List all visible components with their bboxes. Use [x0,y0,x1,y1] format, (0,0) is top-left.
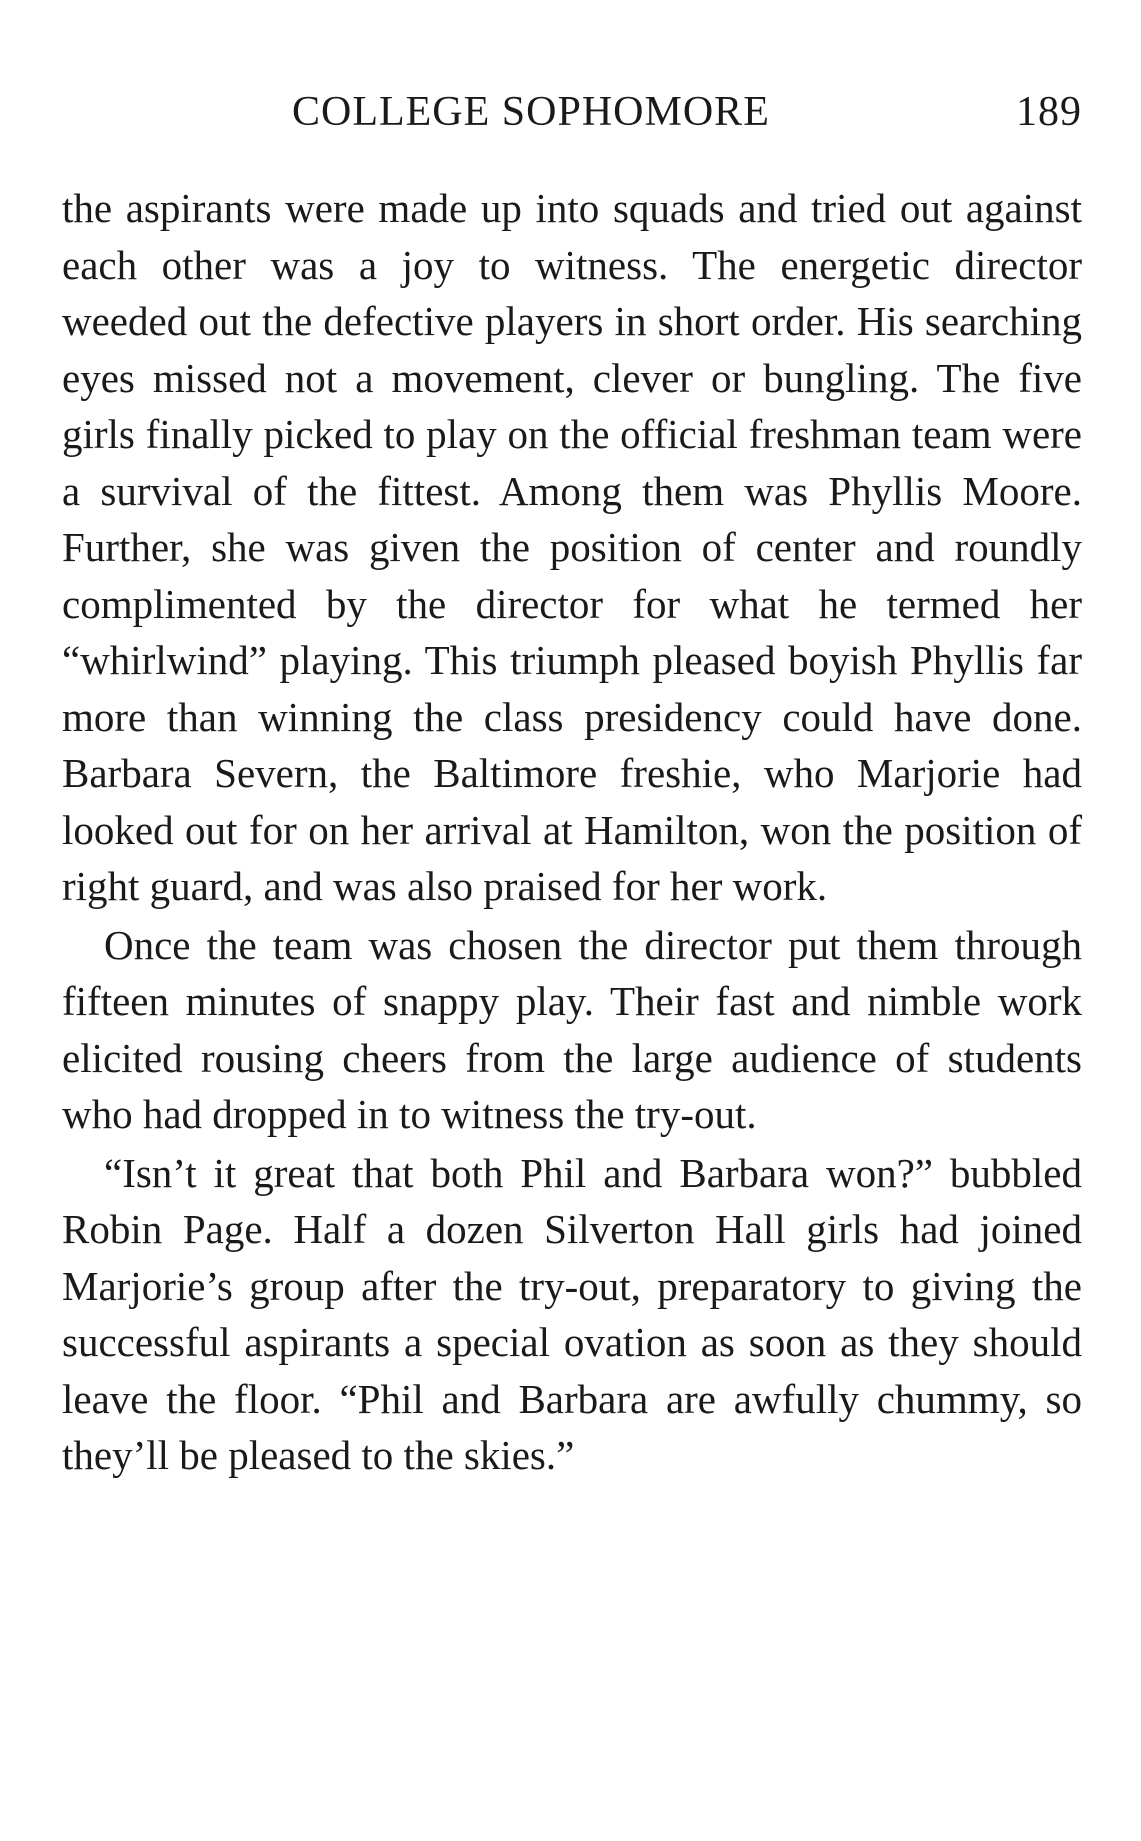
book-page [62,0,1082,1841]
paragraph-continued: the aspirants were made up into squads and tried out against each other was a joy to witness. The energetic director weeded out the defective players in short order. His searching eyes missed not a movement, clever or bungling. The five girls finally picked to play on the official freshman team were a survival of the fittest. Among them was Phyllis Moore. Further, she was given the position of center and roundly complimented by the director for what he termed her “whirlwind” playing. This triumph pleased boyish Phyllis far more than winning the class presidency could have done. Barbara Severn, the Baltimore freshie, who Marjorie had looked out for on her arrival at Hamilton, won the position of right guard, and was also praised for her work. [62,185,1082,909]
paragraph-team-practice: Once the team was chosen the director put them through fifteen minutes of snappy play. Their fast and nimble work elicited rousing cheers from the large audience of students who had dropped in to witness the try-out. [62,921,1082,1137]
page-number: 189 [1016,89,1082,135]
running-title: COLLEGE SOPHOMORE [292,89,770,135]
running-head [62,88,1082,138]
body-text [62,180,1082,1484]
paragraph-robin-dialogue: “Isn’t it great that both Phil and Barbara won?” bubbled Robin Page. Half a dozen Silverton Hall girls had joined Marjorie’s group after the try-out, preparatory to giving the successful aspirants a special ovation as soon as they should leave the floor. “Phil and Barbara are awfully chummy, so they’ll be pleased to the skies.” [62,1149,1082,1478]
